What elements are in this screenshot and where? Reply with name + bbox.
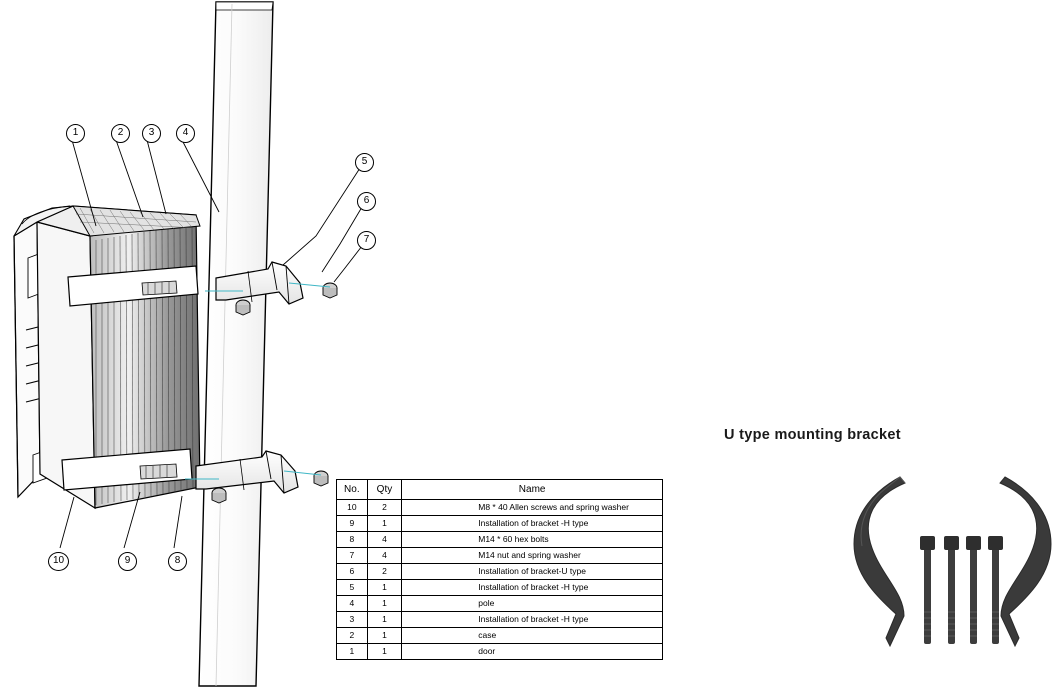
cell-no: 1 (337, 644, 368, 660)
header-name: Name (402, 480, 663, 500)
callout-6: 6 (357, 192, 376, 211)
cell-qty: 2 (367, 564, 402, 580)
callout-8: 8 (168, 552, 187, 571)
table-row (337, 548, 663, 564)
cell-name: M8 * 40 Allen screws and spring washer (402, 500, 663, 516)
callout-4: 4 (176, 124, 195, 143)
table-row (337, 628, 663, 644)
pole-part (199, 2, 273, 686)
callout-5: 5 (355, 153, 374, 172)
cell-name: M14 * 60 hex bolts (402, 532, 663, 548)
cell-name: M14 nut and spring washer (402, 548, 663, 564)
cell-qty: 1 (367, 516, 402, 532)
table-row (337, 516, 663, 532)
callout-1: 1 (66, 124, 85, 143)
table-header-row (337, 480, 663, 500)
cell-no: 7 (337, 548, 368, 564)
table-row (337, 612, 663, 628)
enclosure-assembly (14, 206, 200, 508)
callout-2: 2 (111, 124, 130, 143)
callout-7: 7 (357, 231, 376, 250)
cell-no: 4 (337, 596, 368, 612)
cell-name: door (402, 644, 663, 660)
table-row (337, 564, 663, 580)
cell-no: 3 (337, 612, 368, 628)
parts-list-table (336, 479, 663, 660)
table-row (337, 596, 663, 612)
callout-10: 10 (48, 552, 69, 571)
cell-no: 2 (337, 628, 368, 644)
callout-9: 9 (118, 552, 137, 571)
table-row (337, 500, 663, 516)
u-bracket-caption: U type mounting bracket (724, 427, 901, 443)
cell-name: Installation of bracket -H type (402, 580, 663, 596)
cell-qty: 2 (367, 500, 402, 516)
header-qty: Qty (367, 480, 402, 500)
u-type-bracket-illustration (854, 477, 1051, 646)
header-no: No. (337, 480, 368, 500)
callout-3: 3 (142, 124, 161, 143)
cell-no: 10 (337, 500, 368, 516)
table-row (337, 580, 663, 596)
cell-no: 5 (337, 580, 368, 596)
cell-name: pole (402, 596, 663, 612)
table-row (337, 644, 663, 660)
cell-name: Installation of bracket -H type (402, 612, 663, 628)
cell-qty: 1 (367, 628, 402, 644)
cell-name: Installation of bracket -H type (402, 516, 663, 532)
cell-qty: 1 (367, 612, 402, 628)
cell-qty: 1 (367, 596, 402, 612)
cell-name: Installation of bracket-U type (402, 564, 663, 580)
cell-no: 9 (337, 516, 368, 532)
table-row (337, 532, 663, 548)
cell-qty: 1 (367, 644, 402, 660)
cell-no: 6 (337, 564, 368, 580)
cell-qty: 4 (367, 548, 402, 564)
cell-no: 8 (337, 532, 368, 548)
cell-name: case (402, 628, 663, 644)
cell-qty: 4 (367, 532, 402, 548)
cell-qty: 1 (367, 580, 402, 596)
